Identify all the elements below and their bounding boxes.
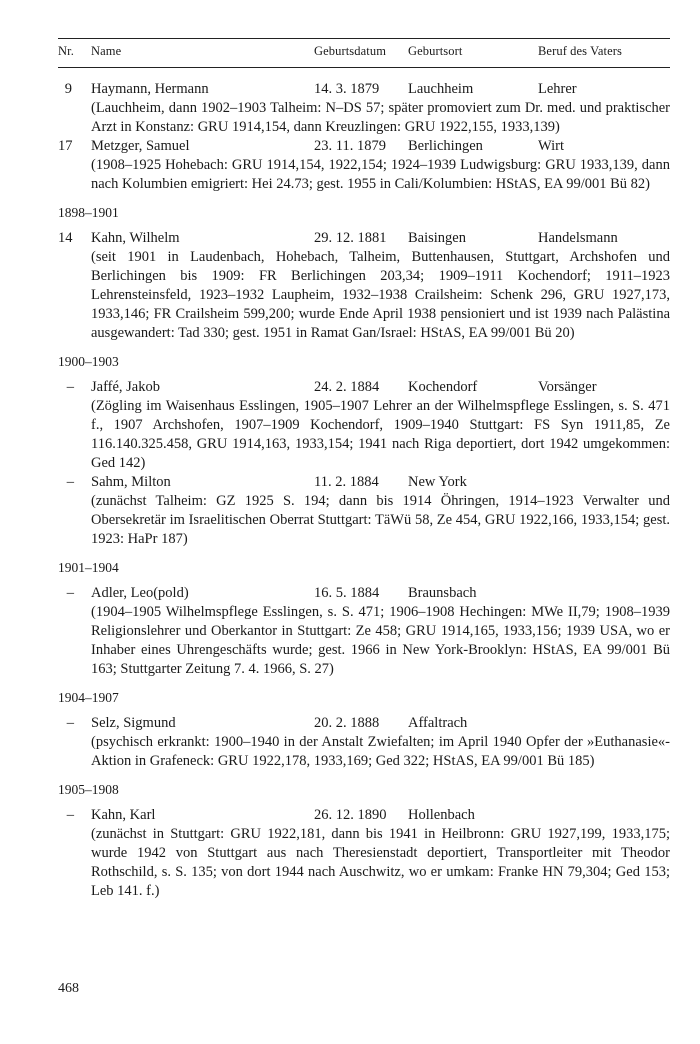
register-sections (58, 80, 670, 901)
entry-birth-date: 11. 2. 1884 (314, 474, 379, 490)
entry-number: – (66, 715, 74, 731)
entry-number: – (66, 807, 74, 823)
register-section (58, 80, 670, 194)
register-section (58, 353, 670, 549)
register-entry (58, 714, 670, 771)
entry-father-occupation: Vorsänger (538, 379, 597, 395)
entry-name: Selz, Sigmund (91, 715, 176, 731)
register-section (58, 689, 670, 771)
entry-birth-place: Affaltrach (408, 715, 468, 731)
header-bottom-rule (58, 67, 670, 68)
entry-name: Kahn, Karl (91, 807, 156, 823)
entry-name: Adler, Leo(pold) (91, 585, 189, 601)
entry-birth-date: 29. 12. 1881 (314, 230, 387, 246)
column-header-row (58, 44, 670, 62)
section-year-heading: 1898–1901 (58, 205, 119, 220)
section-year-heading: 1900–1903 (58, 354, 119, 369)
entry-number: 9 (64, 81, 72, 97)
register-entry (58, 806, 670, 901)
entry-biographical-note: (psychisch erkrankt: 1900–1940 in der Anstalt Zwiefalten; im April 1940 Opfer der »Euthanasie«-Aktion in Grafeneck: GRU 1922,178, 1933,169; Ged 322; HStAS, EA 99/001 Bü 185) (91, 734, 670, 769)
entry-biographical-note: (seit 1901 in Laudenbach, Hohebach, Talheim, Buttenhausen, Stuttgart, Archshofen und Berlichingen bis 1909: FR Berlichingen 203,34; 1909–1911 Kochendorf; 1911–1923 Lehrensteinsfeld, 1923–1932 Laupheim, 1932–1938 Crailsheim: Schenk 296, GRU 1927,173, 1933,146; FR Crailsheim 599,200; wurde Ende April 1938 pensioniert und ist 1939 nach Palästina ausgewandert: Tad 330; gest. 1951 in Ramat Gan/Israel: HStAS, EA 99/001 Bü 20) (91, 249, 670, 341)
entry-birth-place: New York (408, 474, 467, 490)
entry-biographical-note: (zunächst Talheim: GZ 1925 S. 194; dann bis 1914 Öhringen, 1914–1923 Verwalter und Obersekretär im Israelitischen Oberrat Stuttgart: TäWü 58, Ze 454, GRU 1922,166, 1933,154; gest. 1923: HaPr 187) (91, 493, 670, 547)
entry-birth-date: 14. 3. 1879 (314, 81, 380, 97)
entry-biographical-note: (1904–1905 Wilhelmspflege Esslingen, s. S. 471; 1906–1908 Hechingen: MWe II,79; 1908–1939 Religionslehrer und Oberkantor in Stuttgart: Ze 458; GRU 1914,165, 1933,156; 1939 USA, wo er Inhaber eines Uhrengeschäfts wurde; gest. 1966 in New York-Brooklyn: HStAS, EA 99/001 Bü 163; Stuttgarter Zeitung 7. 4. 1966, S. 27) (91, 604, 670, 677)
entry-number: – (66, 379, 74, 395)
register-entry (58, 229, 670, 343)
register-entry (58, 584, 670, 679)
entry-birth-place: Hollenbach (408, 807, 475, 823)
entry-birth-date: 26. 12. 1890 (314, 807, 387, 823)
entry-birth-place: Kochendorf (408, 379, 478, 395)
entry-father-occupation: Wirt (538, 138, 564, 154)
entry-name: Haymann, Hermann (91, 81, 209, 97)
entry-birth-date: 16. 5. 1884 (314, 585, 380, 601)
register-section (58, 559, 670, 679)
entry-birth-place: Berlichingen (408, 138, 483, 154)
entry-birth-date: 23. 11. 1879 (314, 138, 386, 154)
entry-birth-date: 24. 2. 1884 (314, 379, 380, 395)
entry-main-row (58, 378, 670, 397)
entry-number: – (66, 474, 74, 490)
entry-name: Jaffé, Jakob (91, 379, 160, 395)
header-top-rule (58, 38, 670, 39)
entry-birth-place: Braunsbach (408, 585, 477, 601)
entry-birth-place: Baisingen (408, 230, 466, 246)
section-year-heading: 1901–1904 (58, 560, 119, 575)
column-header-father-occupation: Beruf des Vaters (538, 44, 622, 58)
entry-biographical-note: (1908–1925 Hohebach: GRU 1914,154, 1922,154; 1924–1939 Ludwigsburg: GRU 1933,139, dann nach Kolumbien emigriert: Hei 24.73; gest. 1955 in Cali/Kolumbien: HStAS, EA 99/001 Bü 82) (91, 157, 670, 192)
entry-number: 14 (58, 230, 73, 246)
entry-name: Sahm, Milton (91, 474, 171, 490)
entry-number: 17 (58, 138, 73, 154)
entry-main-row (58, 229, 670, 248)
register-entry (58, 137, 670, 194)
column-header-birth-place: Geburtsort (408, 44, 463, 58)
entry-name: Kahn, Wilhelm (91, 230, 180, 246)
register-page (58, 38, 670, 911)
entry-birth-place: Lauchheim (408, 81, 474, 97)
entry-main-row (58, 806, 670, 825)
section-year-heading: 1904–1907 (58, 690, 119, 705)
entry-birth-date: 20. 2. 1888 (314, 715, 380, 731)
entry-main-row (58, 80, 670, 99)
register-entry (58, 80, 670, 137)
column-header-name: Name (91, 44, 122, 58)
entry-main-row (58, 714, 670, 733)
entry-biographical-note: (Zögling im Waisenhaus Esslingen, 1905–1907 Lehrer an der Wilhelmspflege Esslingen, s. S. 471 f., 1907 Archshofen, 1907–1909 Kochendorf, 1909–1940 Stuttgart: FS Syn 1911,85, Ze 116.140.325.458, GRU 1914,163, 1933,154; 1941 nach Riga deportiert, dort 1942 umgekommen: Ged 142) (91, 398, 670, 471)
entry-number: – (66, 585, 74, 601)
register-section (58, 204, 670, 343)
entry-father-occupation: Handelsmann (538, 230, 618, 246)
entry-father-occupation: Lehrer (538, 81, 577, 97)
entry-main-row (58, 473, 670, 492)
column-header-birth-date: Geburtsdatum (314, 44, 387, 58)
entry-name: Metzger, Samuel (91, 138, 190, 154)
entry-main-row (58, 137, 670, 156)
register-section (58, 781, 670, 901)
register-entry (58, 473, 670, 549)
column-header-nr: Nr. (58, 44, 74, 58)
page-number: 468 (58, 981, 79, 996)
entry-biographical-note: (zunächst in Stuttgart: GRU 1922,181, dann bis 1941 in Heilbronn: GRU 1927,199, 1933,175; wurde 1942 von Stuttgart aus nach Theresienstadt deportiert, Transportleiter mit Theodor Rothschild, s. S. 135; von dort 1944 nach Auschwitz, wo er umkam: Franke HN 79,304; Ged 153; Leb 141. f.) (91, 826, 670, 899)
register-entry (58, 378, 670, 473)
entry-biographical-note: (Lauchheim, dann 1902–1903 Talheim: N–DS 57; später promoviert zum Dr. med. und praktischer Arzt in Konstanz: GRU 1914,154, dann Kreuzlingen: GRU 1922,155, 1933,139) (91, 100, 670, 135)
section-year-heading: 1905–1908 (58, 782, 119, 797)
entry-main-row (58, 584, 670, 603)
